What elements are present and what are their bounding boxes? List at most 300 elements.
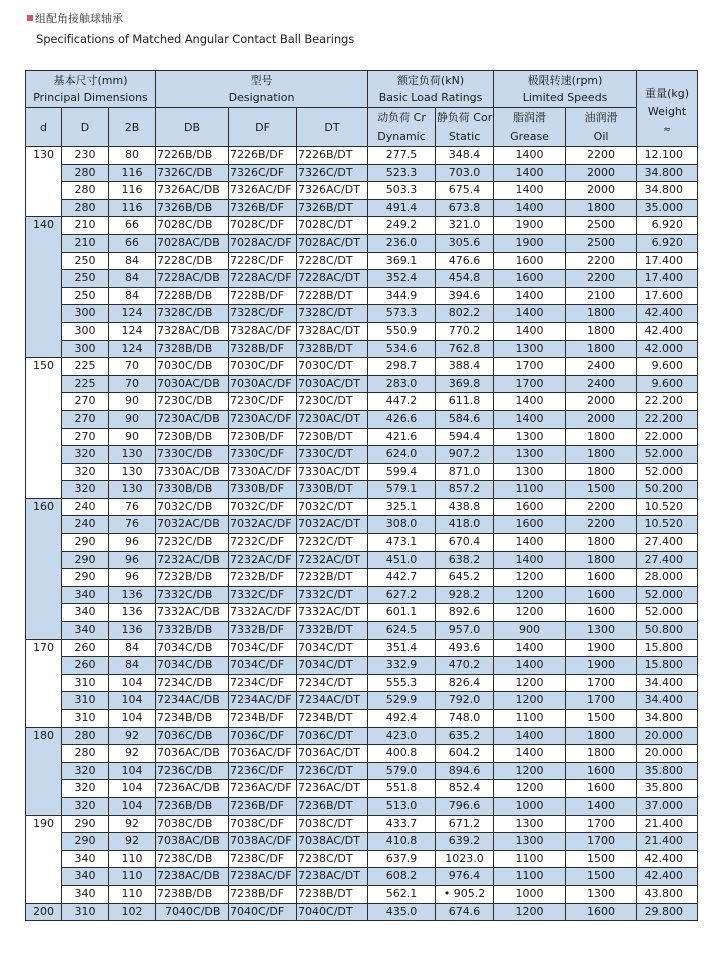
cell-2B: 116 xyxy=(109,164,156,182)
cell-static-cor: 369.8 xyxy=(436,375,494,393)
table-row xyxy=(26,234,698,252)
cell-static-cor: 611.8 xyxy=(436,393,494,411)
cell-2B: 136 xyxy=(109,622,156,640)
cell-2B: 96 xyxy=(109,551,156,569)
cell-DT: 7040C/DT xyxy=(297,903,368,921)
cell-static-cor: 645.2 xyxy=(436,569,494,587)
cell-DF: 7238AC/DF xyxy=(229,868,297,886)
cell-DB: 7326C/DB xyxy=(156,164,229,182)
cell-static-cor: 802.2 xyxy=(436,305,494,323)
cell-weight: 50.800 xyxy=(637,622,698,640)
cell-DB: 7040C/DB xyxy=(156,903,229,921)
cell-DF: 7226B/DF xyxy=(229,147,297,165)
cell-grease-speed: 1900 xyxy=(494,234,566,252)
cell-grease-speed: 1400 xyxy=(494,393,566,411)
cell-grease-speed: 1300 xyxy=(494,815,566,833)
cell-DB: 7032C/DB xyxy=(156,498,229,516)
cell-grease-speed: 1400 xyxy=(494,639,566,657)
header-speed-en: Limited Speeds xyxy=(522,91,608,104)
cell-grease-speed: 1400 xyxy=(494,147,566,165)
cell-D: 210 xyxy=(62,217,109,235)
cell-weight: 34.400 xyxy=(637,692,698,710)
cell-oil-speed: 2400 xyxy=(566,375,637,393)
cell-DF: 7232B/DF xyxy=(229,569,297,587)
table-row xyxy=(26,639,698,657)
cell-DF: 7030AC/DF xyxy=(229,375,297,393)
cell-static-cor: 670.4 xyxy=(436,534,494,552)
cell-D: 290 xyxy=(62,534,109,552)
cell-dynamic-cr: 433.7 xyxy=(368,815,436,833)
cell-DF: 7028C/DF xyxy=(229,217,297,235)
cell-dynamic-cr: 503.3 xyxy=(368,182,436,200)
cell-oil-speed: 1600 xyxy=(566,762,637,780)
cell-DT: 7328AC/DT xyxy=(297,322,368,340)
cell-d: 190 xyxy=(26,815,62,903)
cell-D: 240 xyxy=(62,516,109,534)
cell-2B: 90 xyxy=(109,428,156,446)
cell-DF: 7228C/DF xyxy=(229,252,297,270)
cell-2B: 104 xyxy=(109,692,156,710)
cell-weight: 35.800 xyxy=(637,780,698,798)
cell-static-cor: 305.6 xyxy=(436,234,494,252)
cell-oil-speed: 1800 xyxy=(566,745,637,763)
cell-weight: 42.000 xyxy=(637,340,698,358)
cell-grease-speed: 1100 xyxy=(494,868,566,886)
cell-grease-speed: 1600 xyxy=(494,252,566,270)
cell-D: 270 xyxy=(62,393,109,411)
cell-DF: 7232C/DF xyxy=(229,534,297,552)
table-row xyxy=(26,569,698,587)
cell-D: 320 xyxy=(62,762,109,780)
cell-dynamic-cr: 283.0 xyxy=(368,375,436,393)
cell-dynamic-cr: 627.2 xyxy=(368,586,436,604)
cell-dynamic-cr: 534.6 xyxy=(368,340,436,358)
cell-weight: 15.800 xyxy=(637,657,698,675)
cell-dynamic-cr: 551.8 xyxy=(368,780,436,798)
table-row xyxy=(26,322,698,340)
cell-weight: 22.200 xyxy=(637,393,698,411)
header-designation xyxy=(156,71,368,108)
cell-dynamic-cr: 423.0 xyxy=(368,727,436,745)
cell-static-cor: 594.4 xyxy=(436,428,494,446)
cell-static-cor: 871.0 xyxy=(436,463,494,481)
cell-2B: 104 xyxy=(109,710,156,728)
cell-grease-speed: 1000 xyxy=(494,797,566,815)
cell-DB: 7234C/DB xyxy=(156,674,229,692)
cell-2B: 136 xyxy=(109,604,156,622)
cell-D: 300 xyxy=(62,305,109,323)
cell-grease-speed: 900 xyxy=(494,622,566,640)
cell-D: 240 xyxy=(62,498,109,516)
cell-dynamic-cr: 608.2 xyxy=(368,868,436,886)
cell-DB: 7230AC/DB xyxy=(156,410,229,428)
cell-weight: 27.400 xyxy=(637,534,698,552)
cell-DB: 7228AC/DB xyxy=(156,270,229,288)
cell-DB: 7330B/DB xyxy=(156,481,229,499)
cell-D: 320 xyxy=(62,446,109,464)
cell-grease-speed: 1400 xyxy=(494,534,566,552)
cell-DB: 7232B/DB xyxy=(156,569,229,587)
cell-D: 340 xyxy=(62,622,109,640)
cell-weight: 42.400 xyxy=(637,322,698,340)
cell-DT: 7330AC/DT xyxy=(297,463,368,481)
cell-D: 310 xyxy=(62,903,109,921)
cell-oil-speed: 2200 xyxy=(566,270,637,288)
cell-DT: 7234C/DT xyxy=(297,674,368,692)
header-grease-cn: 脂润滑 xyxy=(513,111,547,124)
header-designation-en: Designation xyxy=(228,91,295,104)
table-row xyxy=(26,797,698,815)
cell-2B: 84 xyxy=(109,639,156,657)
cell-oil-speed: 2200 xyxy=(566,498,637,516)
cell-D: 260 xyxy=(62,657,109,675)
cell-DT: 7036C/DT xyxy=(297,727,368,745)
cell-DF: 7326C/DF xyxy=(229,164,297,182)
cell-dynamic-cr: 344.9 xyxy=(368,287,436,305)
header-principal-en: Principal Dimensions xyxy=(33,91,148,104)
cell-oil-speed: 1800 xyxy=(566,305,637,323)
cell-oil-speed: 1600 xyxy=(566,586,637,604)
cell-DT: 7330C/DT xyxy=(297,446,368,464)
cell-D: 290 xyxy=(62,815,109,833)
cell-2B: 116 xyxy=(109,182,156,200)
cell-oil-speed: 1700 xyxy=(566,833,637,851)
cell-DB: 7030AC/DB xyxy=(156,375,229,393)
cell-2B: 84 xyxy=(109,252,156,270)
cell-DF: 7038C/DF xyxy=(229,815,297,833)
cell-weight: 12.100 xyxy=(637,147,698,165)
cell-dynamic-cr: 249.2 xyxy=(368,217,436,235)
cell-2B: 124 xyxy=(109,322,156,340)
cell-grease-speed: 1100 xyxy=(494,710,566,728)
header-dynamic-cn: 动负荷 Cr xyxy=(377,111,426,124)
cell-D: 340 xyxy=(62,604,109,622)
cell-d: 200 xyxy=(26,903,62,921)
cell-grease-speed: 1300 xyxy=(494,340,566,358)
table-row xyxy=(26,498,698,516)
cell-oil-speed: 1800 xyxy=(566,199,637,217)
header-weight-en: Weight xyxy=(647,104,687,118)
cell-weight: 17.600 xyxy=(637,287,698,305)
cell-dynamic-cr: 492.4 xyxy=(368,710,436,728)
cell-DT: 7030AC/DT xyxy=(297,375,368,393)
cell-DB: 7030C/DB xyxy=(156,358,229,376)
header-dynamic-en: Dynamic xyxy=(377,130,426,143)
cell-DB: 7032AC/DB xyxy=(156,516,229,534)
cell-grease-speed: 1200 xyxy=(494,762,566,780)
cell-grease-speed: 1400 xyxy=(494,164,566,182)
cell-weight: 21.400 xyxy=(637,833,698,851)
cell-DT: 7034C/DT xyxy=(297,657,368,675)
cell-grease-speed: 1600 xyxy=(494,270,566,288)
cell-oil-speed: 1800 xyxy=(566,322,637,340)
cell-oil-speed: 2000 xyxy=(566,393,637,411)
cell-DT: 7332C/DT xyxy=(297,586,368,604)
header-load-cn: 额定负荷(kN) xyxy=(396,74,465,87)
cell-dynamic-cr: 298.7 xyxy=(368,358,436,376)
cell-DF: 7236C/DF xyxy=(229,762,297,780)
cell-dynamic-cr: 421.6 xyxy=(368,428,436,446)
cell-DB: 7328AC/DB xyxy=(156,322,229,340)
cell-grease-speed: 1200 xyxy=(494,780,566,798)
cell-2B: 130 xyxy=(109,463,156,481)
cell-oil-speed: 1300 xyxy=(566,885,637,903)
cell-DB: 7036AC/DB xyxy=(156,745,229,763)
header-DT: DT xyxy=(297,108,368,147)
table-row xyxy=(26,710,698,728)
cell-static-cor: 770.2 xyxy=(436,322,494,340)
cell-dynamic-cr: 637.9 xyxy=(368,850,436,868)
cell-2B: 90 xyxy=(109,393,156,411)
cell-DT: 7326C/DT xyxy=(297,164,368,182)
cell-2B: 92 xyxy=(109,815,156,833)
cell-dynamic-cr: 447.2 xyxy=(368,393,436,411)
cell-DT: 7228B/DT xyxy=(297,287,368,305)
cell-dynamic-cr: 352.4 xyxy=(368,270,436,288)
cell-2B: 130 xyxy=(109,446,156,464)
cell-static-cor: 703.0 xyxy=(436,164,494,182)
cell-2B: 110 xyxy=(109,868,156,886)
cell-DF: 7030C/DF xyxy=(229,358,297,376)
cell-2B: 70 xyxy=(109,358,156,376)
cell-weight: 17.400 xyxy=(637,252,698,270)
cell-static-cor: 584.6 xyxy=(436,410,494,428)
cell-DF: 7326B/DF xyxy=(229,199,297,217)
cell-static-cor: 638.2 xyxy=(436,551,494,569)
cell-D: 340 xyxy=(62,885,109,903)
cell-D: 280 xyxy=(62,727,109,745)
cell-DB: 7038AC/DB xyxy=(156,833,229,851)
cell-2B: 90 xyxy=(109,410,156,428)
cell-D: 210 xyxy=(62,234,109,252)
cell-D: 320 xyxy=(62,797,109,815)
cell-grease-speed: 1300 xyxy=(494,428,566,446)
cell-weight: 42.400 xyxy=(637,868,698,886)
header-weight-cn: 重量(kg) xyxy=(645,86,690,100)
cell-grease-speed: 1200 xyxy=(494,903,566,921)
cell-static-cor: 1023.0 xyxy=(436,850,494,868)
cell-grease-speed: 1200 xyxy=(494,674,566,692)
cell-DT: 7234B/DT xyxy=(297,710,368,728)
cell-DF: 7234B/DF xyxy=(229,710,297,728)
header-static xyxy=(436,108,494,147)
cell-dynamic-cr: 573.3 xyxy=(368,305,436,323)
cell-grease-speed: 1100 xyxy=(494,481,566,499)
cell-weight: 52.000 xyxy=(637,604,698,622)
cell-DB: 7238AC/DB xyxy=(156,868,229,886)
header-oil xyxy=(566,108,637,147)
cell-oil-speed: 1600 xyxy=(566,780,637,798)
header-principal-cn: 基本尺寸(mm) xyxy=(53,74,128,87)
cell-DT: 7238AC/DT xyxy=(297,868,368,886)
cell-static-cor: 892.6 xyxy=(436,604,494,622)
table-row xyxy=(26,147,698,165)
cell-2B: 70 xyxy=(109,375,156,393)
cell-DB: 7236C/DB xyxy=(156,762,229,780)
cell-oil-speed: 1500 xyxy=(566,868,637,886)
cell-static-cor: 438.8 xyxy=(436,498,494,516)
cell-weight: 37.000 xyxy=(637,797,698,815)
cell-dynamic-cr: 351.4 xyxy=(368,639,436,657)
cell-oil-speed: 2400 xyxy=(566,358,637,376)
cell-DT: 7332AC/DT xyxy=(297,604,368,622)
cell-static-cor: 852.4 xyxy=(436,780,494,798)
cell-D: 300 xyxy=(62,322,109,340)
cell-DB: 7326AC/DB xyxy=(156,182,229,200)
cell-DT: 7028AC/DT xyxy=(297,234,368,252)
table-row xyxy=(26,252,698,270)
cell-grease-speed: 1300 xyxy=(494,446,566,464)
header-DB: DB xyxy=(156,108,229,147)
cell-d: 160 xyxy=(26,498,62,639)
cell-dynamic-cr: 601.1 xyxy=(368,604,436,622)
cell-oil-speed: 1800 xyxy=(566,463,637,481)
cell-DT: 7230C/DT xyxy=(297,393,368,411)
cell-DF: 7330B/DF xyxy=(229,481,297,499)
cell-dynamic-cr: 442.7 xyxy=(368,569,436,587)
cell-dynamic-cr: 523.3 xyxy=(368,164,436,182)
cell-static-cor: 976.4 xyxy=(436,868,494,886)
cell-D: 340 xyxy=(62,868,109,886)
table-row xyxy=(26,199,698,217)
cell-static-cor: 928.2 xyxy=(436,586,494,604)
cell-2B: 92 xyxy=(109,745,156,763)
cell-DB: 7034C/DB xyxy=(156,657,229,675)
cell-oil-speed: 1800 xyxy=(566,551,637,569)
header-speed-cn: 极限转速(rpm) xyxy=(527,74,603,87)
table-row xyxy=(26,833,698,851)
cell-DB: 7038C/DB xyxy=(156,815,229,833)
cell-D: 310 xyxy=(62,710,109,728)
cell-2B: 130 xyxy=(109,481,156,499)
header-2B: 2B xyxy=(109,108,156,147)
header-principal-dimensions xyxy=(26,71,156,108)
cell-DB: 7332B/DB xyxy=(156,622,229,640)
table-row xyxy=(26,463,698,481)
cell-weight: 22.000 xyxy=(637,428,698,446)
cell-static-cor: 826.4 xyxy=(436,674,494,692)
cell-static-cor: 894.6 xyxy=(436,762,494,780)
cell-dynamic-cr: 491.4 xyxy=(368,199,436,217)
cell-weight: 27.400 xyxy=(637,551,698,569)
cell-DT: 7032C/DT xyxy=(297,498,368,516)
header-row-groups xyxy=(26,71,698,108)
cell-dynamic-cr: 400.8 xyxy=(368,745,436,763)
cell-oil-speed: 1800 xyxy=(566,428,637,446)
header-load-ratings xyxy=(368,71,494,108)
cell-static-cor: 957.0 xyxy=(436,622,494,640)
cell-static-cor: 635.2 xyxy=(436,727,494,745)
cell-DT: 7328B/DT xyxy=(297,340,368,358)
cell-weight: 42.400 xyxy=(637,305,698,323)
cell-grease-speed: 1400 xyxy=(494,745,566,763)
cell-oil-speed: 1700 xyxy=(566,815,637,833)
cell-static-cor: 493.6 xyxy=(436,639,494,657)
cell-DB: 7228C/DB xyxy=(156,252,229,270)
cell-grease-speed: 1200 xyxy=(494,604,566,622)
cell-grease-speed: 1400 xyxy=(494,199,566,217)
table-row xyxy=(26,850,698,868)
cell-DB: 7226B/DB xyxy=(156,147,229,165)
cell-DT: 7326B/DT xyxy=(297,199,368,217)
cell-weight: 52.000 xyxy=(637,463,698,481)
header-DF: DF xyxy=(229,108,297,147)
cell-oil-speed: 1300 xyxy=(566,622,637,640)
cell-grease-speed: 1300 xyxy=(494,463,566,481)
cell-2B: 92 xyxy=(109,833,156,851)
cell-DF: 7332AC/DF xyxy=(229,604,297,622)
cell-DF: 7328C/DF xyxy=(229,305,297,323)
cell-weight: 34.800 xyxy=(637,164,698,182)
cell-static-cor: 675.4 xyxy=(436,182,494,200)
cell-weight: 10.520 xyxy=(637,516,698,534)
cell-weight: 52.000 xyxy=(637,446,698,464)
cell-DT: 7232C/DT xyxy=(297,534,368,552)
table-row xyxy=(26,393,698,411)
cell-oil-speed: 1500 xyxy=(566,710,637,728)
cell-DB: 7238B/DB xyxy=(156,885,229,903)
cell-grease-speed: 1300 xyxy=(494,833,566,851)
cell-DF: 7228AC/DF xyxy=(229,270,297,288)
table-row xyxy=(26,358,698,376)
cell-weight: 21.400 xyxy=(637,815,698,833)
cell-D: 340 xyxy=(62,850,109,868)
cell-DT: 7230B/DT xyxy=(297,428,368,446)
cell-DB: 7330C/DB xyxy=(156,446,229,464)
table-row xyxy=(26,815,698,833)
table-row xyxy=(26,534,698,552)
cell-oil-speed: 2100 xyxy=(566,287,637,305)
cell-dynamic-cr: 308.0 xyxy=(368,516,436,534)
cell-weight: 29.800 xyxy=(637,903,698,921)
cell-DF: 7232AC/DF xyxy=(229,551,297,569)
cell-DF: 7238C/DF xyxy=(229,850,297,868)
cell-2B: 76 xyxy=(109,498,156,516)
cell-DB: 7230C/DB xyxy=(156,393,229,411)
cell-grease-speed: 1600 xyxy=(494,498,566,516)
header-limited-speeds xyxy=(494,71,637,108)
cell-2B: 84 xyxy=(109,287,156,305)
cell-DT: 7238C/DT xyxy=(297,850,368,868)
cell-D: 250 xyxy=(62,287,109,305)
table-row xyxy=(26,762,698,780)
cell-D: 280 xyxy=(62,199,109,217)
cell-weight: 17.400 xyxy=(637,270,698,288)
table-row xyxy=(26,446,698,464)
cell-D: 230 xyxy=(62,147,109,165)
cell-weight: 34.800 xyxy=(637,710,698,728)
bearing-spec-table xyxy=(25,70,698,921)
cell-DT: 7038C/DT xyxy=(297,815,368,833)
cell-weight: 34.800 xyxy=(637,182,698,200)
cell-weight: 52.000 xyxy=(637,586,698,604)
cell-static-cor: 394.6 xyxy=(436,287,494,305)
cell-2B: 96 xyxy=(109,569,156,587)
table-row xyxy=(26,305,698,323)
cell-2B: 104 xyxy=(109,674,156,692)
header-designation-cn: 型号 xyxy=(250,74,273,87)
cell-oil-speed: 2000 xyxy=(566,410,637,428)
table-row xyxy=(26,217,698,235)
cell-static-cor: 792.0 xyxy=(436,692,494,710)
cell-oil-speed: 2000 xyxy=(566,182,637,200)
cell-D: 280 xyxy=(62,182,109,200)
cell-2B: 80 xyxy=(109,147,156,165)
cell-dynamic-cr: 426.6 xyxy=(368,410,436,428)
cell-2B: 104 xyxy=(109,762,156,780)
cell-DF: 7032AC/DF xyxy=(229,516,297,534)
cell-DB: 7332C/DB xyxy=(156,586,229,604)
